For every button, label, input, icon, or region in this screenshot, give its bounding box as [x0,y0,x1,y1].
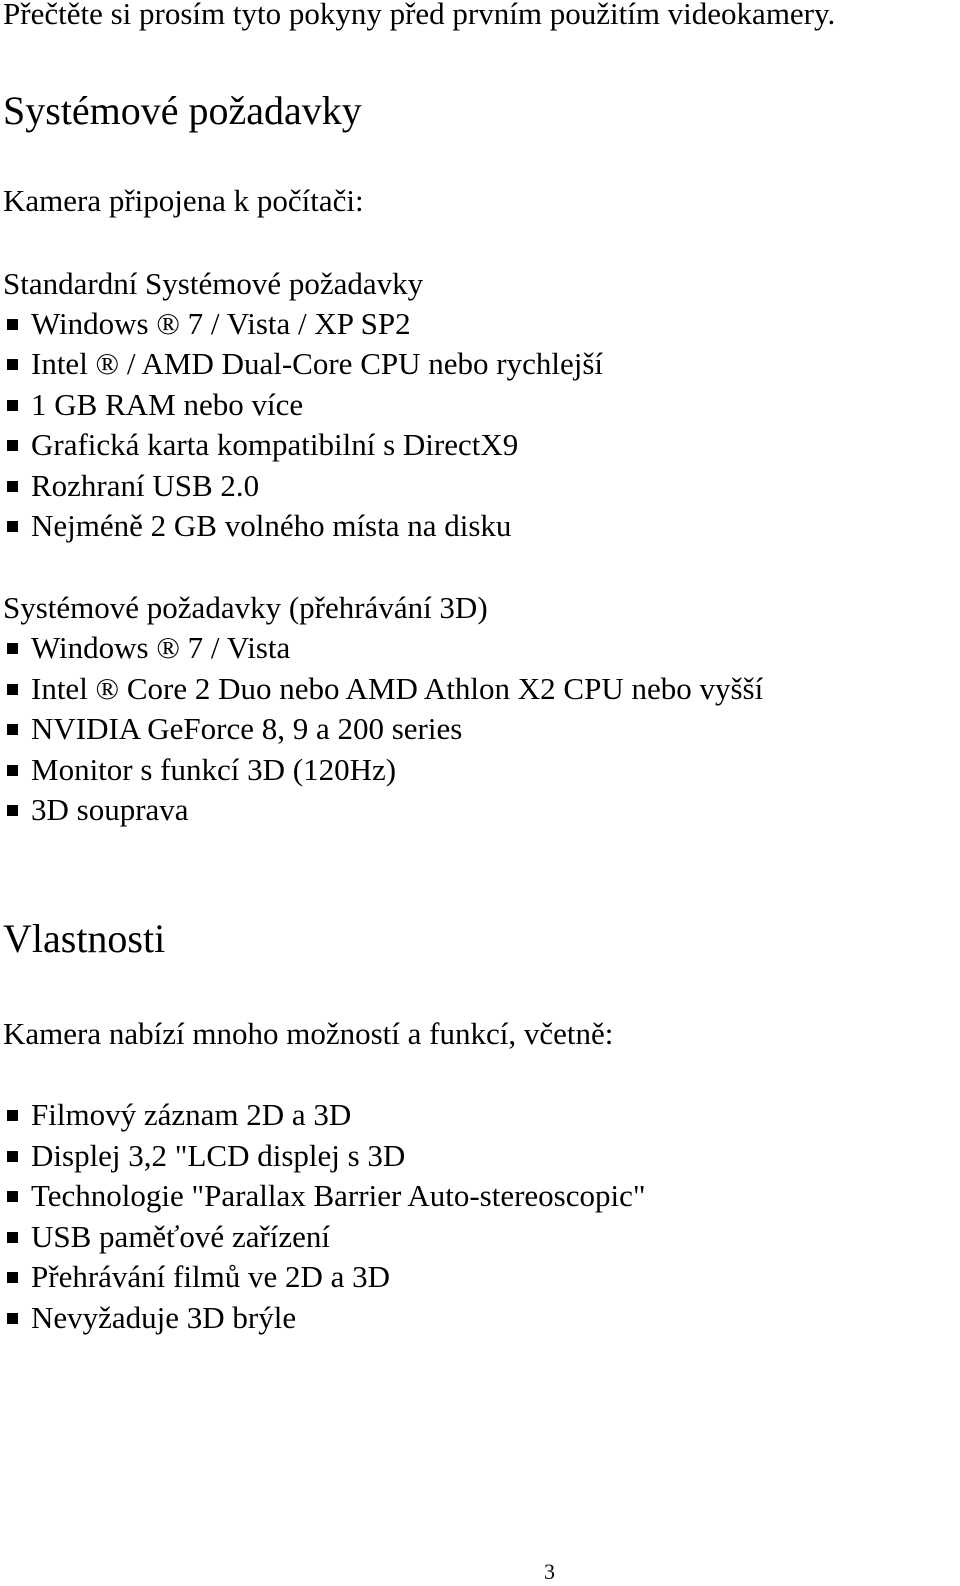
bullet-square-icon [7,765,18,776]
page-number: 3 [544,1559,555,1584]
bullet-square-icon [7,724,18,735]
list-item: Technologie "Parallax Barrier Auto-stereoscopic" [7,1178,646,1214]
bullet-square-icon [7,359,18,370]
section-heading-system-requirements: Systémové požadavky [3,88,362,133]
features-intro: Kamera nabízí mnoho možností a funkcí, včetně: [3,1016,614,1051]
list-item: 1 GB RAM nebo více [7,387,303,423]
bullet-square-icon [7,643,18,654]
bullet-square-icon [7,521,18,532]
list-item: Grafická karta kompatibilní s DirectX9 [7,427,518,463]
section-subtitle: Kamera připojena k počítači: [3,183,364,218]
bullet-square-icon [7,805,18,816]
group-heading-3d-playback: Systémové požadavky (přehrávání 3D) [3,590,488,625]
bullet-square-icon [7,1313,18,1324]
list-item: Filmový záznam 2D a 3D [7,1097,351,1133]
list-item: NVIDIA GeForce 8, 9 a 200 series [7,711,462,747]
list-item: Přehrávání filmů ve 2D a 3D [7,1259,390,1295]
bullet-square-icon [7,1151,18,1162]
list-item: Nejméně 2 GB volného místa na disku [7,508,511,544]
bullet-square-icon [7,684,18,695]
list-item: Intel ® Core 2 Duo nebo AMD Athlon X2 CPU nebo vyšší [7,671,763,707]
section-heading-features: Vlastnosti [3,916,166,961]
bullet-square-icon [7,1110,18,1121]
bullet-square-icon [7,1272,18,1283]
list-item: Nevyžaduje 3D brýle [7,1300,296,1336]
list-item: Intel ® / AMD Dual-Core CPU nebo rychlejší [7,346,603,382]
list-item: Windows ® 7 / Vista / XP SP2 [7,306,411,342]
bullet-square-icon [7,481,18,492]
bullet-square-icon [7,1232,18,1243]
bullet-square-icon [7,400,18,411]
list-item: Rozhraní USB 2.0 [7,468,259,504]
list-item: 3D souprava [7,792,189,828]
list-item: USB paměťové zařízení [7,1219,330,1255]
bullet-square-icon [7,1191,18,1202]
intro-text: Přečtěte si prosím tyto pokyny před prvním použitím videokamery. [3,0,836,31]
list-item: Windows ® 7 / Vista [7,630,290,666]
list-item: Displej 3,2 "LCD displej s 3D [7,1138,405,1174]
bullet-square-icon [7,319,18,330]
list-item: Monitor s funkcí 3D (120Hz) [7,752,396,788]
bullet-square-icon [7,440,18,451]
group-heading-standard: Standardní Systémové požadavky [3,266,424,301]
